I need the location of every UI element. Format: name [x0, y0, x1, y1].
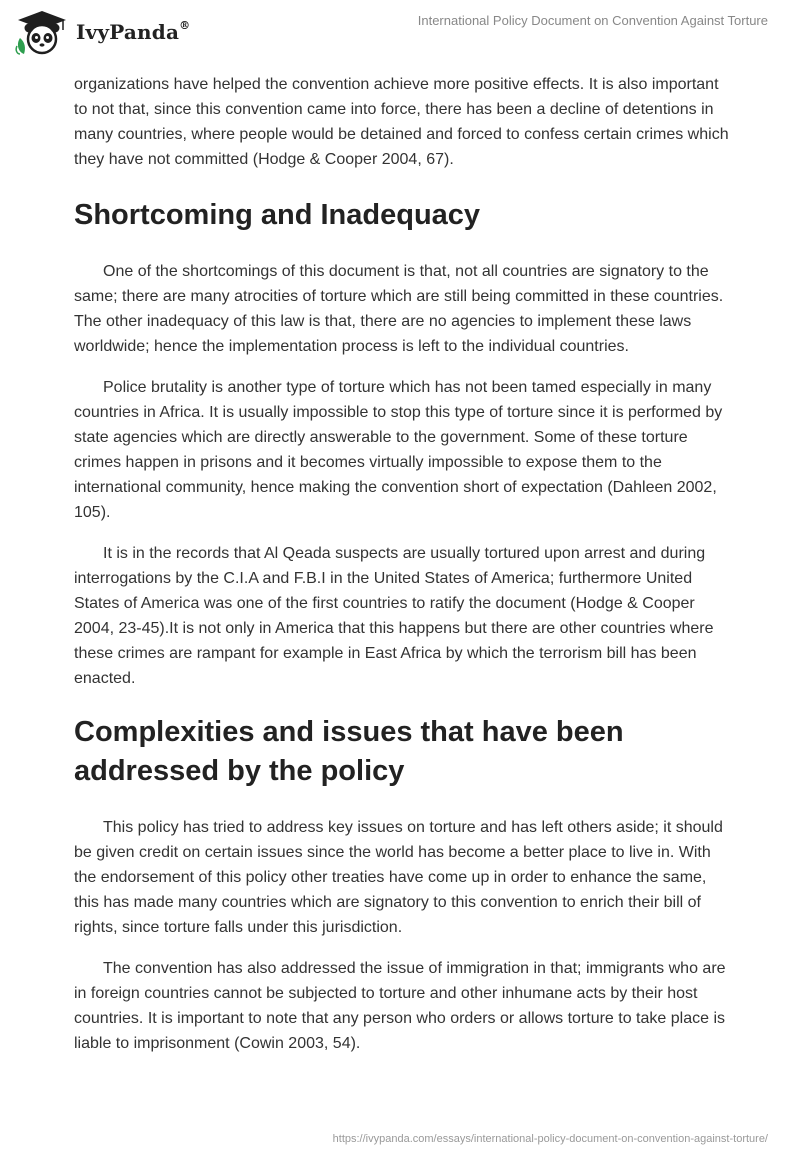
- essay-content: [74, 72, 730, 1072]
- body-paragraph: Police brutality is another type of torture which has not been tamed especially in many countries in Africa. It is usually impossible to stop this type of torture since it is performed by state agencies which are directly answerable to the government. Some of these torture crimes happen in prisons and it becomes virtually impossible to expose them to the international community, hence making the convention short of expectation (Dahleen 2002, 105).: [74, 379, 723, 521]
- registered-mark: ®: [179, 19, 191, 33]
- body-paragraph: One of the shortcomings of this document is that, not all countries are signatory to the same; there are many atrocities of torture which are still being committed in these countries. The other inadequacy of this law is that, there are no agencies to implement these laws worldwide; hence the implementation process is left to the individual countries.: [74, 263, 724, 355]
- document-title: International Policy Document on Convention Against Torture: [417, 13, 768, 28]
- logo-name: IvyPanda: [76, 20, 180, 44]
- body-paragraph: This policy has tried to address key issues on torture and has left others aside; it should be given credit on certain issues since the world has become a better place to live in. With the endorsement of this policy other treaties have come up in order to enhance the same, this has made many countries which are signatory to this convention to enrich their bill of rights, since torture falls under this jurisdiction.: [74, 819, 723, 936]
- logo-wordmark: [76, 20, 190, 44]
- panda-graduate-icon: [14, 8, 70, 56]
- section-heading-shortcoming: Shortcoming and Inadequacy: [74, 199, 481, 231]
- body-paragraph: The convention has also addressed the issue of immigration in that; immigrants who are in foreign countries cannot be subjected to torture and other inhumane acts by their host countries. It is important to note that any person who orders or allows torture to take place is liable to imprisonment (Cowin 2003, 54).: [74, 960, 726, 1052]
- intro-paragraph: organizations have helped the convention achieve more positive effects. It is also important to not that, since this convention came into force, there has been a decline of detentions in many countries, where people would be detained and forced to confess certain crimes which they have not committed (Hodge & Cooper 2004, 67).: [74, 76, 729, 168]
- page-header: [0, 0, 800, 70]
- section-heading-complexities: Complexities and issues that have been addressed by the policy: [74, 716, 624, 787]
- source-url[interactable]: https://ivypanda.com/essays/international-policy-document-on-convention-against-torture/: [332, 1133, 768, 1145]
- ivypanda-logo[interactable]: [14, 8, 190, 56]
- body-paragraph: It is in the records that Al Qeada suspects are usually tortured upon arrest and during interrogations by the C.I.A and F.B.I in the United States of America; furthermore United States of America was one of the first countries to ratify the document (Hodge & Cooper 2004, 23-45).It is not only in America that this happens but there are other countries where these crimes are rampant for example in East Africa by which the terrorism bill has been enacted.: [74, 545, 714, 687]
